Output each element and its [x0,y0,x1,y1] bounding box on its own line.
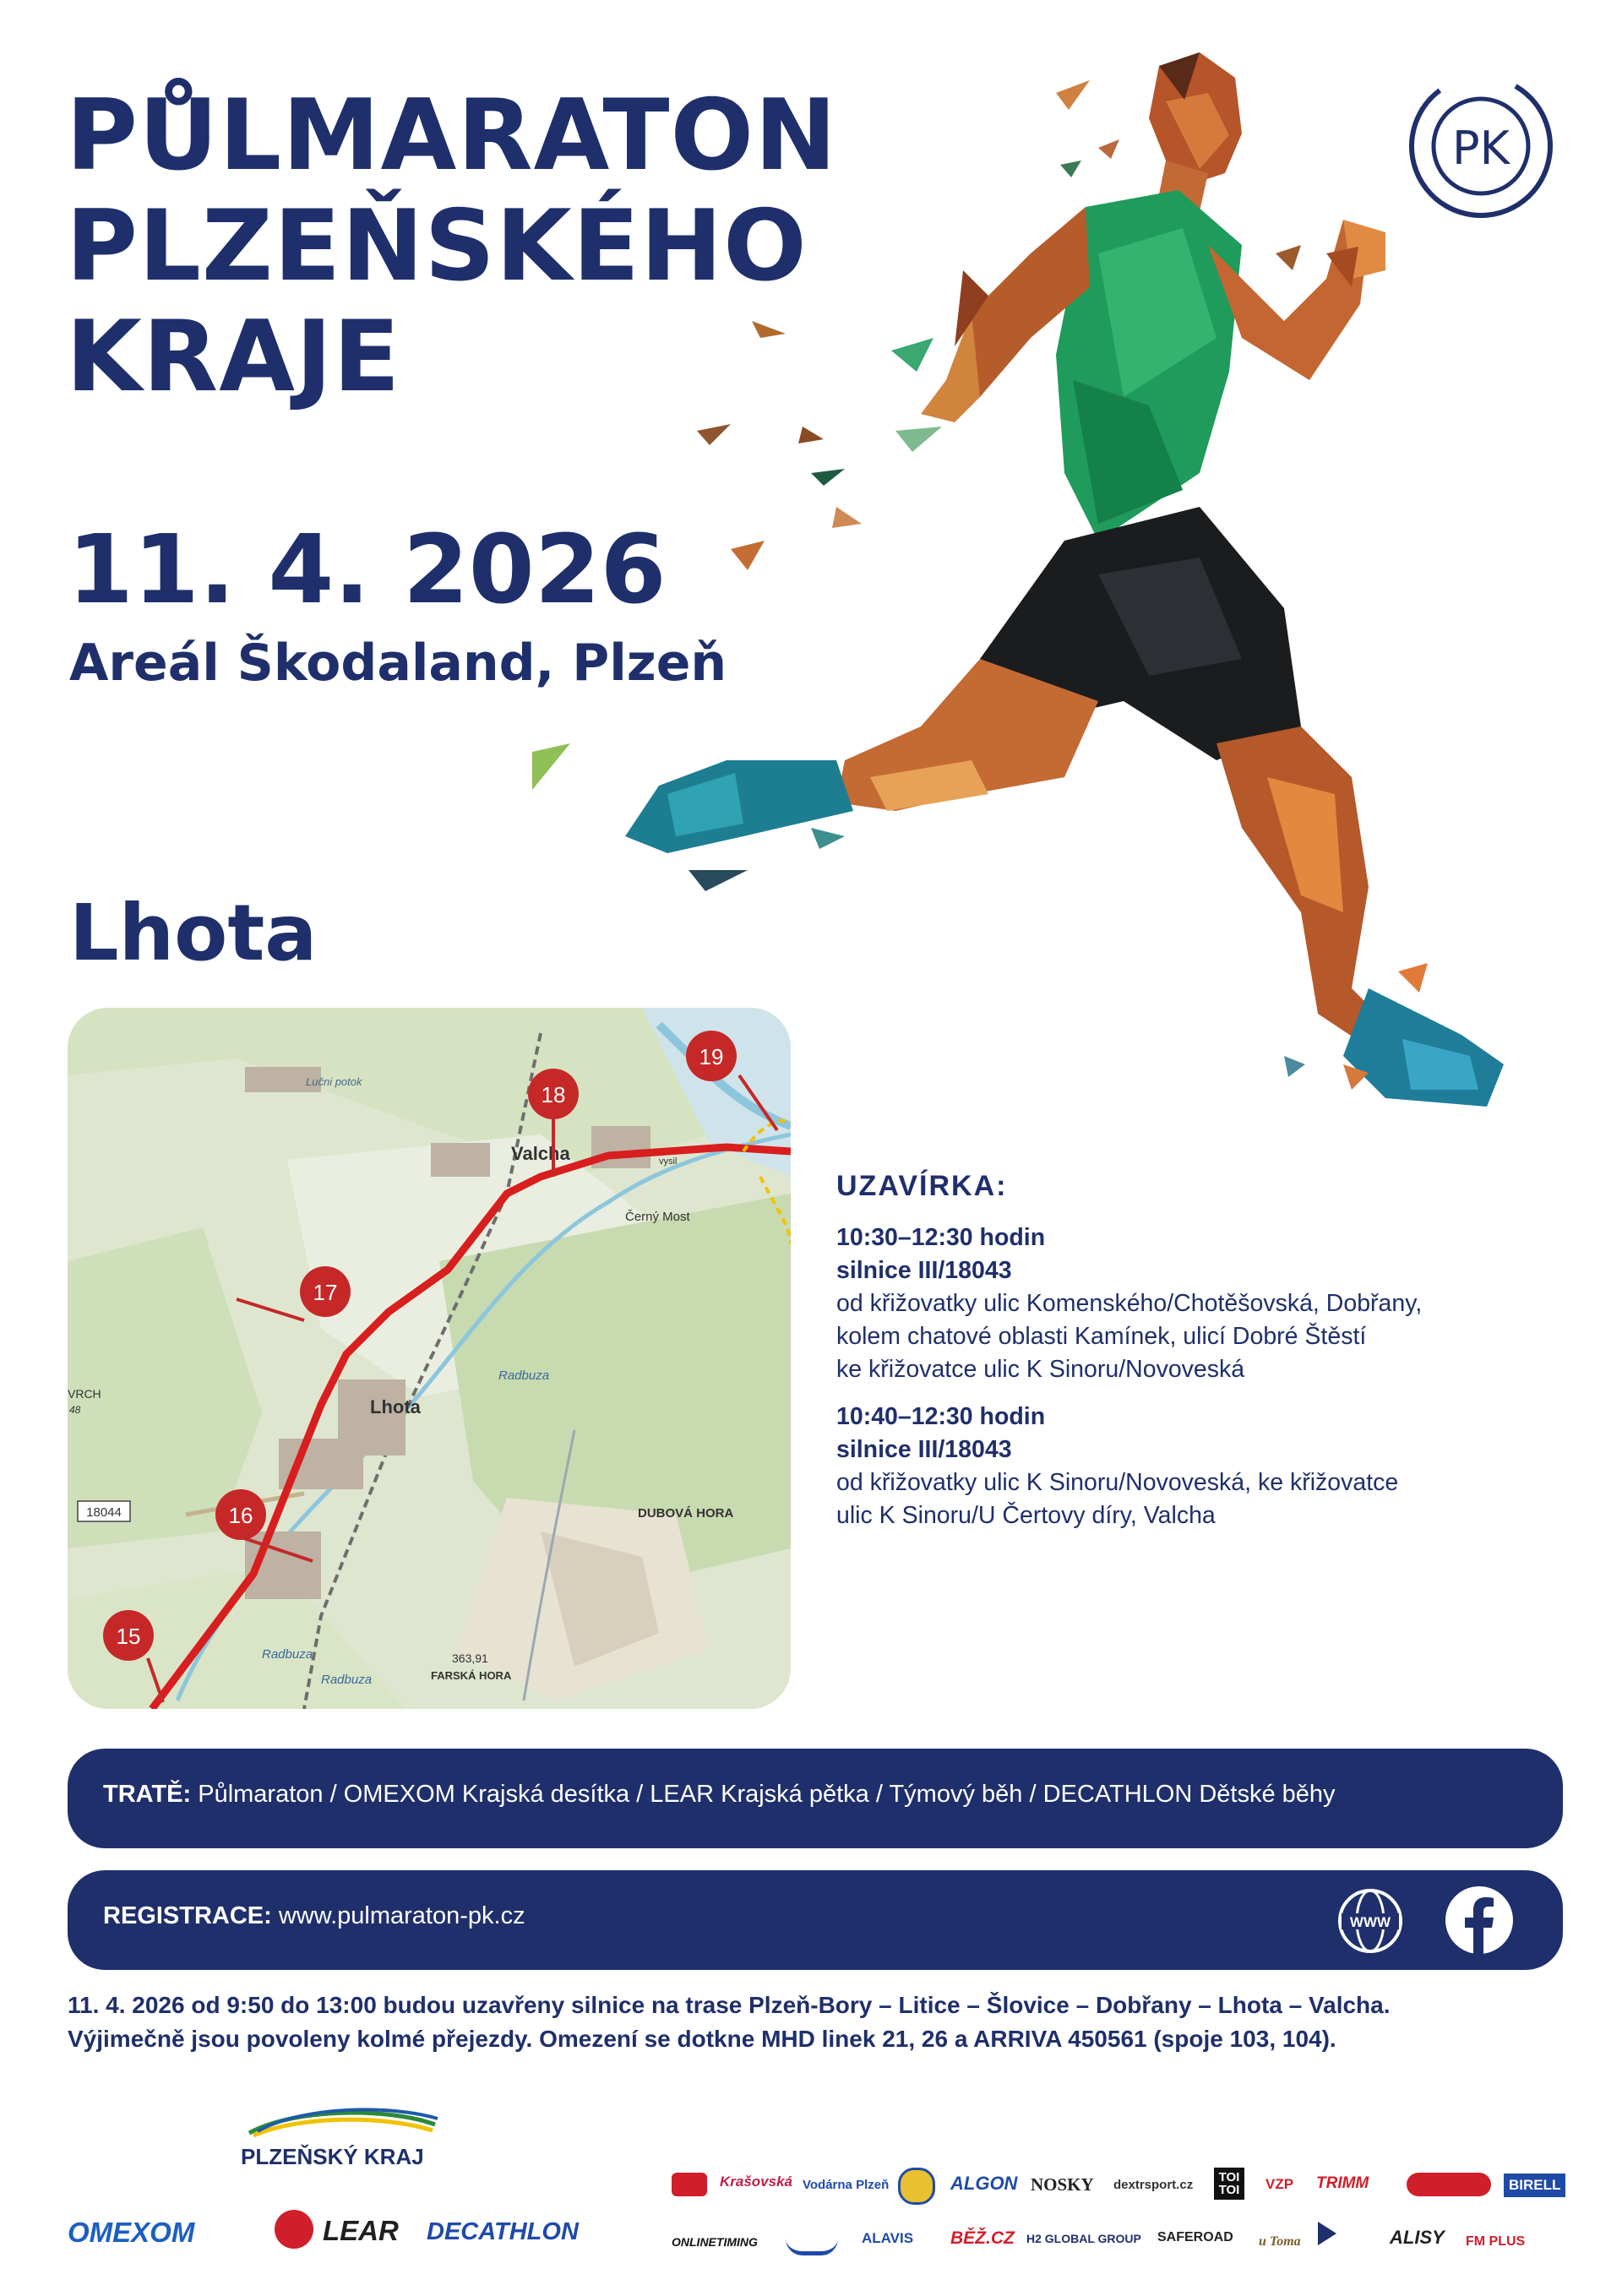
plzensky-kraj-logo-icon [245,2103,439,2137]
closure-line: ke křižovatce ulic K Sinoru/Novoveská [836,1356,1245,1383]
map-label-cerny-most: Černý Most [625,1210,690,1224]
map-label-lhota: Lhota [370,1396,421,1417]
sponsor-dextrsport: dextrsport.cz [1113,2178,1194,2192]
closure-block-1 [836,1221,1580,1386]
route-marker-19-label: 19 [699,1044,724,1069]
route-marker-15-label: 15 [116,1624,141,1649]
map-label-river-2: Radbuza [262,1647,313,1662]
map-label-vrch: VRCH [68,1387,101,1401]
registration-label: REGISTRACE: [103,1902,272,1929]
sponsor-krasovska: Krašovská [720,2174,793,2190]
notice-line-2: Výjimečně jsou povoleny kolmé přejezdy. Omezení se dotkne MHD linek 21, 26 a ARRIVA 450561 (spoje 103, 104). [68,2026,1336,2052]
courses-list: Půlmaraton / OMEXOM Krajská desítka / LEAR Krajská pětka / Týmový běh / DECATHLON Dětské běhy [191,1781,1336,1808]
sponsor-vodarna: Vodárna Plzeň [803,2178,890,2192]
title-line-2: PLZEŇSKÉHO [66,189,808,303]
closure-road-2: silnice III/18043 [836,1436,1012,1463]
map-label-river-3: Radbuza [321,1673,373,1687]
sponsor-red-pill-icon [1407,2173,1491,2196]
sponsor-u-toma: u Toma [1259,2234,1301,2249]
sponsor-crest-icon [898,2168,935,2205]
sponsor-fm-plus: FM PLUS [1466,2234,1526,2249]
sponsor-onlinetiming: ONLINETIMING [672,2235,758,2249]
event-venue: Areál Škodaland, Plzeň [69,634,727,693]
sponsor-lear: LEAR [323,2215,399,2246]
sponsor-plzensky-kraj: PLZEŇSKÝ KRAJ [241,2144,424,2169]
closure-road-1: silnice III/18043 [836,1257,1012,1284]
sponsor-algon: ALGON [950,2173,1018,2194]
map-label-misc: vysil [659,1156,678,1167]
sponsor-bez-cz: BĚŽ.CZ [950,2228,1015,2248]
map-label-valcha: Valcha [511,1143,570,1164]
map-label-vrch-num: 48 [69,1404,81,1416]
map-label-farska-hora: FARSKÁ HORA [431,1669,512,1682]
route-marker-17-label: 17 [313,1280,338,1305]
map-road-number: 18044 [86,1505,122,1520]
sponsor-triangle-icon [1318,2222,1336,2245]
route-map-graphic [68,1008,791,1709]
event-date: 11. 4. 2026 [68,515,667,625]
closure-line: od křižovatky ulic Komenského/Chotěšovská, Dobřany, [836,1290,1423,1317]
map-label-stream: Lučni potok [306,1075,362,1088]
pk-logo [1401,66,1561,226]
traffic-notice [68,1989,1580,2056]
sponsor-trimm: TRIMM [1316,2174,1369,2192]
registration-url[interactable]: www.pulmaraton-pk.cz [271,1902,525,1929]
globe-icon[interactable] [1336,1887,1404,1955]
sponsor-omexom: OMEXOM [68,2217,195,2248]
sponsor-city-icon [786,2217,838,2255]
sponsor-alisy: ALISY [1390,2227,1445,2248]
globe-icon-text: WWW [1349,1914,1391,1930]
notice-line-1: 11. 4. 2026 od 9:50 do 13:00 budou uzavřeny silnice na trase Plzeň-Bory – Litice – Šlovice – Dobřany – Lhota – Valcha. [68,1992,1391,2018]
sponsor-toitoi: TOI TOI [1214,2168,1244,2200]
lear-logo-icon [275,2210,313,2249]
sponsor-vzp: VZP [1265,2176,1294,2192]
registration-bar [68,1870,1563,1970]
route-marker-16-label: 16 [228,1503,253,1528]
closure-heading: UZAVÍRKA: [836,1170,1008,1202]
sponsor-birell: BIRELL [1504,2174,1565,2197]
courses-bar [68,1749,1563,1848]
title-line-3: KRAJE [66,300,401,414]
facebook-icon[interactable] [1445,1885,1514,1955]
closure-info [836,1170,1580,1547]
closure-line: kolem chatové oblasti Kamínek, ulicí Dobré Štěstí [836,1323,1367,1350]
section-title: Lhota [69,888,318,978]
title-line-1: PŮLMARATON [66,79,838,193]
closure-block-2 [836,1401,1580,1532]
closure-line: od křižovatky ulic K Sinoru/Novoveská, ke křižovatce [836,1469,1399,1496]
sponsor-alavis: ALAVIS [862,2230,914,2246]
map-label-dubova-hora: DUBOVÁ HORA [638,1506,734,1521]
registration-text [103,1902,525,1930]
closure-time-2: 10:40–12:30 hodin [836,1403,1046,1430]
sponsor-red-badge-icon [672,2173,707,2196]
sponsor-decathlon: DECATHLON [427,2218,579,2245]
map-label-elevation: 363,91 [452,1651,488,1665]
sponsors-section [0,2103,1622,2296]
map-label-river-1: Radbuza [498,1368,550,1383]
sponsor-saferoad: SAFEROAD [1157,2230,1233,2244]
pk-logo-text: PK [1452,122,1510,175]
route-map [68,1008,791,1709]
closure-line: ulic K Sinoru/U Čertovy díry, Valcha [836,1502,1216,1529]
route-marker-18-label: 18 [541,1082,566,1107]
courses-text [103,1781,1336,1809]
closure-time-1: 10:30–12:30 hodin [836,1224,1046,1251]
courses-label: TRATĚ: [103,1781,192,1808]
sponsor-h2-global: H2 GLOBAL GROUP [1026,2232,1141,2245]
sponsor-nosky: NOSKY [1031,2174,1094,2195]
